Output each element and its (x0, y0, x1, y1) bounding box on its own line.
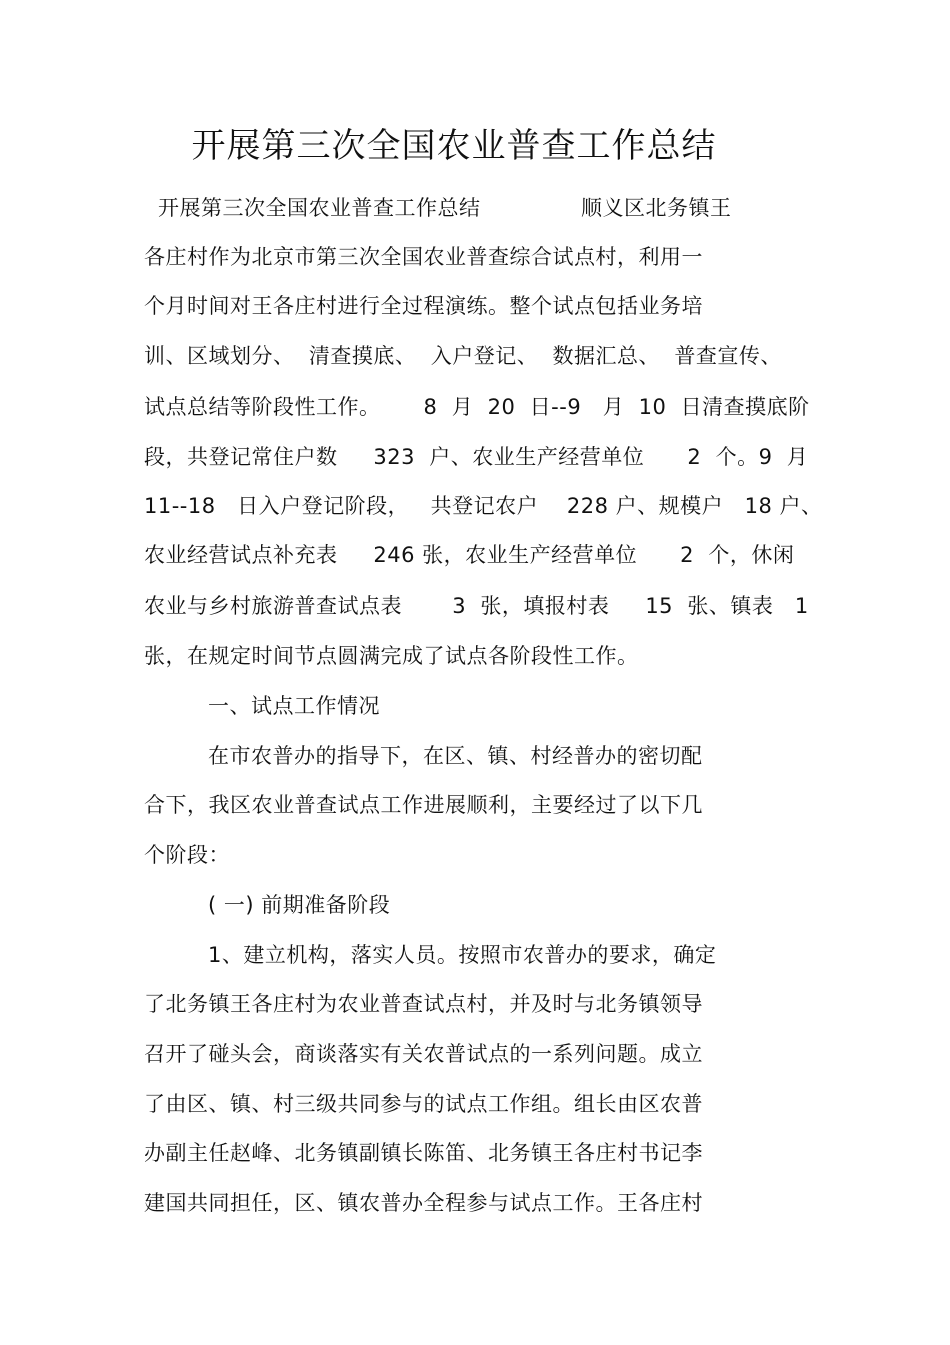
body-line: 在市农普办的指导下，在区、镇、村经普办的密切配 (208, 744, 703, 768)
body-line: 农业与乡村旅游普查试点表 3 张，填报村表 15 张、镇表 1 (144, 594, 809, 618)
body-line: 张，在规定时间节点圆满完成了试点各阶段性工作。 (144, 644, 639, 668)
body-line: 办副主任赵峰、北务镇副镇长陈笛、北务镇王各庄村书记李 (144, 1141, 703, 1165)
body-line: 11--18 日入户登记阶段， 共登记农户 228 户、规模户 18 户、 (144, 494, 823, 518)
body-line: 建国共同担任，区、镇农普办全程参与试点工作。王各庄村 (144, 1191, 703, 1215)
body-line: 召开了碰头会，商谈落实有关农普试点的一系列问题。成立 (144, 1042, 703, 1066)
body-line: 了由区、镇、村三级共同参与的试点工作组。组长由区农普 (144, 1092, 703, 1116)
body-line: 农业经营试点补充表 246 张，农业生产经营单位 2 个，休闲 (144, 543, 795, 567)
body-line: 合下，我区农业普查试点工作进展顺利，主要经过了以下几 (144, 793, 703, 817)
body-line: 各庄村作为北京市第三次全国农业普查综合试点村，利用一 (144, 245, 703, 269)
body-line: 个阶段： (144, 843, 230, 867)
body-line: 开展第三次全国农业普查工作总结 顺义区北务镇王 (158, 196, 732, 220)
body-line: 1、建立机构，落实人员。按照市农普办的要求，确定 (208, 943, 717, 967)
body-line: 了北务镇王各庄村为农业普查试点村，并及时与北务镇领导 (144, 992, 703, 1016)
body-line: 段，共登记常住户数 323 户、农业生产经营单位 2 个。9 月 (144, 445, 809, 469)
section-heading: 一、试点工作情况 (208, 694, 380, 718)
body-line: 训、区域划分、 清查摸底、 入户登记、 数据汇总、 普查宣传、 (144, 344, 782, 368)
body-line: 个月时间对王各庄村进行全过程演练。整个试点包括业务培 (144, 294, 703, 318)
document-title: 开展第三次全国农业普查工作总结 (191, 126, 717, 166)
subsection-heading: ( 一) 前期准备阶段 (208, 893, 391, 917)
body-line: 试点总结等阶段性工作。 8 月 20 日--9 月 10 日清查摸底阶 (144, 395, 810, 419)
